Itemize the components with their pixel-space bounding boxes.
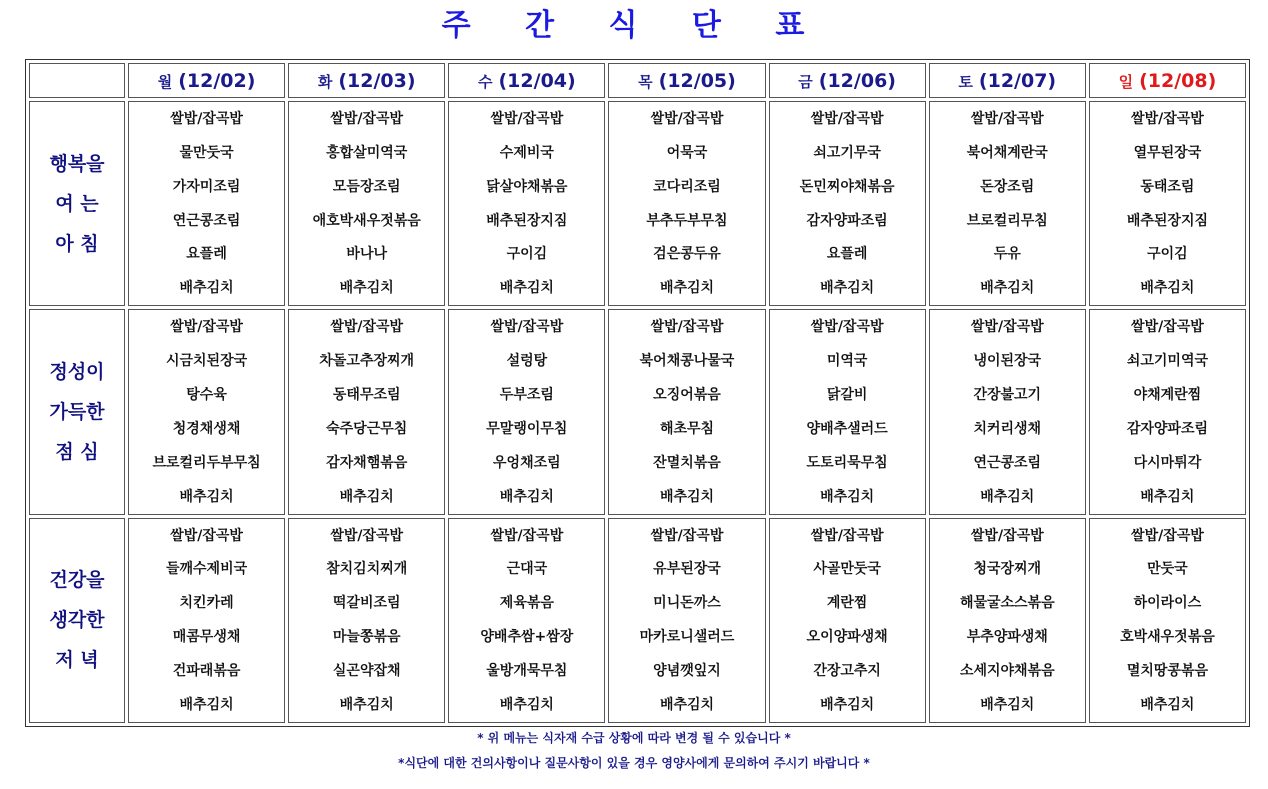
menu-list bbox=[1090, 102, 1245, 305]
menu-item: 어묵국 bbox=[666, 144, 708, 161]
menu-item: 무말랭이무침 bbox=[486, 420, 568, 437]
menu-item: 감자채햄볶음 bbox=[326, 454, 408, 471]
menu-item: 양배추쌈+쌈장 bbox=[480, 629, 574, 646]
menu-item: 배추김치 bbox=[659, 488, 715, 505]
menu-item: 쌀밥/잡곡밥 bbox=[650, 527, 724, 544]
day-header-mon bbox=[128, 63, 285, 98]
menu-item: 배추김치 bbox=[980, 488, 1035, 505]
menu-item: 쌀밥/잡곡밥 bbox=[1131, 110, 1204, 127]
menu-item: 동태조림 bbox=[1140, 178, 1195, 195]
menu-item: 쌀밥/잡곡밥 bbox=[330, 527, 404, 544]
menu-item: 쌀밥/잡곡밥 bbox=[970, 110, 1044, 127]
menu-item: 부추두부무침 bbox=[646, 212, 728, 229]
menu-item: 간장고추지 bbox=[813, 663, 881, 680]
menu-item: 쌀밥/잡곡밥 bbox=[810, 110, 884, 127]
day-key: 토 bbox=[958, 72, 973, 91]
menu-cell bbox=[448, 101, 605, 306]
menu-item: 오징어볶음 bbox=[653, 387, 721, 404]
meal-label-line: 아 침 bbox=[55, 232, 99, 255]
menu-item: 치커리생채 bbox=[973, 420, 1042, 437]
menu-item: 설렁탕 bbox=[506, 353, 548, 370]
menu-item: 쌀밥/잡곡밥 bbox=[650, 319, 724, 336]
menu-item: 치킨카레 bbox=[179, 595, 234, 612]
menu-item: 배추된장지짐 bbox=[486, 212, 568, 229]
menu-item: 다시마튀각 bbox=[1133, 454, 1202, 471]
menu-list bbox=[289, 102, 444, 305]
menu-item: 닭갈비 bbox=[826, 387, 868, 404]
menu-item: 계란찜 bbox=[826, 595, 868, 612]
menu-item: 배추김치 bbox=[179, 488, 234, 505]
menu-item: 배추된장지짐 bbox=[1126, 212, 1208, 229]
menu-item: 동태무조림 bbox=[332, 387, 401, 404]
menu-cell bbox=[929, 101, 1086, 306]
menu-item: 간장불고기 bbox=[973, 387, 1042, 404]
menu-list bbox=[449, 102, 604, 305]
menu-item: 배추김치 bbox=[659, 697, 715, 714]
menu-list bbox=[609, 102, 764, 305]
day-key: 수 bbox=[478, 72, 493, 91]
menu-list bbox=[609, 519, 764, 722]
menu-item: 쌀밥/잡곡밥 bbox=[490, 527, 564, 544]
menu-item: 울방개묵무침 bbox=[486, 663, 568, 680]
menu-item: 브로컬리두부무침 bbox=[152, 454, 261, 471]
menu-item: 제육볶음 bbox=[499, 595, 554, 612]
menu-item: 청경채생채 bbox=[172, 420, 241, 437]
menu-item: 청국장찌개 bbox=[973, 561, 1042, 578]
menu-item: 쌀밥/잡곡밥 bbox=[1131, 527, 1204, 544]
menu-item: 실곤약잡채 bbox=[332, 663, 401, 680]
menu-list bbox=[449, 310, 604, 513]
menu-list bbox=[930, 310, 1085, 513]
menu-cell bbox=[128, 101, 285, 306]
menu-item: 들깨수제비국 bbox=[165, 561, 248, 578]
day-date: (12/07) bbox=[978, 69, 1057, 92]
menu-item: 배추김치 bbox=[1140, 280, 1195, 297]
menu-list bbox=[129, 310, 284, 513]
menu-item: 쌀밥/잡곡밥 bbox=[330, 110, 404, 127]
menu-item: 냉이된장국 bbox=[973, 353, 1042, 370]
day-date: (12/06) bbox=[818, 69, 896, 92]
menu-item: 홍합살미역국 bbox=[326, 144, 408, 161]
meal-row-breakfast bbox=[29, 101, 1246, 306]
menu-list bbox=[770, 102, 925, 305]
menu-item: 소세지야채볶음 bbox=[959, 663, 1055, 680]
menu-item: 시금치된장국 bbox=[165, 353, 248, 370]
menu-item: 배추김치 bbox=[659, 280, 715, 297]
menu-cell bbox=[128, 309, 285, 514]
menu-item: 쌀밥/잡곡밥 bbox=[490, 110, 564, 127]
menu-list bbox=[930, 102, 1085, 305]
menu-item: 배추김치 bbox=[339, 280, 394, 297]
inquiry-notice: *식단에 대한 건의사항이나 질문사항이 있을 경우 영양사에게 문의하여 주시기 바랍니다 * bbox=[398, 756, 870, 770]
menu-item: 쌀밥/잡곡밥 bbox=[170, 319, 243, 336]
menu-item: 양배추샐러드 bbox=[806, 420, 888, 437]
menu-list bbox=[289, 310, 444, 513]
menu-item: 쌀밥/잡곡밥 bbox=[1131, 319, 1204, 336]
menu-item: 건파래볶음 bbox=[172, 663, 241, 680]
meal-row-dinner bbox=[29, 518, 1246, 723]
day-header-fri bbox=[769, 63, 926, 98]
day-key: 금 bbox=[798, 72, 813, 91]
menu-item: 숙주당근무침 bbox=[326, 420, 408, 437]
meal-label-line: 건강을 bbox=[49, 569, 105, 592]
menu-item: 차돌고추장찌개 bbox=[319, 353, 415, 370]
menu-item: 두부조림 bbox=[499, 387, 554, 404]
meal-row-lunch bbox=[29, 309, 1246, 514]
menu-item: 바나나 bbox=[346, 246, 387, 263]
day-key: 일 bbox=[1118, 72, 1134, 91]
menu-item: 쌀밥/잡곡밥 bbox=[170, 527, 243, 544]
menu-item: 쇠고기무국 bbox=[813, 144, 881, 161]
menu-item: 애호박새우젓볶음 bbox=[312, 212, 421, 229]
menu-item: 멸치땅콩볶음 bbox=[1126, 663, 1208, 680]
menu-item: 배추김치 bbox=[820, 488, 875, 505]
menu-item: 해물굴소스볶음 bbox=[959, 595, 1055, 612]
menu-item: 도토리묵무침 bbox=[806, 454, 888, 471]
meal-label-line: 여 는 bbox=[55, 192, 99, 215]
day-header-row bbox=[29, 63, 1246, 98]
menu-cell bbox=[448, 518, 605, 723]
menu-item: 모듬장조림 bbox=[332, 178, 401, 195]
menu-item: 마카로니샐러드 bbox=[639, 629, 735, 646]
corner-cell bbox=[29, 63, 125, 98]
menu-item: 잔멸치볶음 bbox=[653, 454, 721, 471]
menu-cell bbox=[769, 101, 926, 306]
meal-label-line: 생각한 bbox=[49, 609, 105, 632]
menu-item: 쌀밥/잡곡밥 bbox=[810, 319, 884, 336]
menu-item: 부추양파생채 bbox=[966, 629, 1048, 646]
menu-item: 사골만둣국 bbox=[813, 561, 881, 578]
menu-item: 탕수육 bbox=[186, 387, 227, 404]
menu-cell bbox=[288, 101, 445, 306]
meal-label bbox=[29, 101, 125, 306]
menu-item: 쌀밥/잡곡밥 bbox=[490, 319, 564, 336]
menu-item: 쌀밥/잡곡밥 bbox=[970, 319, 1044, 336]
day-date: (12/03) bbox=[338, 69, 416, 92]
menu-item: 돈민찌야채볶음 bbox=[799, 178, 895, 195]
menu-item: 배추김치 bbox=[339, 488, 394, 505]
day-date: (12/02) bbox=[178, 69, 256, 92]
menu-cell bbox=[929, 518, 1086, 723]
menu-item: 배추김치 bbox=[339, 697, 394, 714]
menu-item: 북어채계란국 bbox=[966, 144, 1048, 161]
menu-item: 두유 bbox=[993, 246, 1021, 263]
menu-item: 닭살야채볶음 bbox=[486, 178, 568, 195]
menu-item: 감자양파조림 bbox=[1126, 420, 1208, 437]
menu-item: 수제비국 bbox=[499, 144, 554, 161]
menu-item: 연근콩조림 bbox=[172, 212, 241, 229]
day-key: 월 bbox=[157, 72, 173, 91]
menu-item: 구이김 bbox=[506, 246, 548, 263]
menu-cell bbox=[1089, 101, 1246, 306]
menu-list bbox=[770, 519, 925, 722]
menu-item: 배추김치 bbox=[499, 488, 554, 505]
menu-change-notice: * 위 메뉴는 식자재 수급 상황에 따라 변경 될 수 있습니다 * bbox=[477, 731, 791, 745]
menu-item: 요플레 bbox=[186, 246, 227, 263]
menu-item: 야채계란찜 bbox=[1133, 387, 1202, 404]
menu-list bbox=[1090, 519, 1245, 722]
menu-cell bbox=[608, 101, 765, 306]
menu-item: 배추김치 bbox=[179, 280, 234, 297]
day-header-thu bbox=[608, 63, 765, 98]
meal-label-line: 저 녁 bbox=[55, 649, 99, 672]
menu-item: 브로컬리무침 bbox=[966, 212, 1048, 229]
menu-item: 쌀밥/잡곡밥 bbox=[170, 110, 243, 127]
menu-item: 배추김치 bbox=[179, 697, 234, 714]
menu-item: 쇠고기미역국 bbox=[1126, 353, 1208, 370]
menu-item: 배추김치 bbox=[980, 280, 1035, 297]
menu-item: 떡갈비조림 bbox=[332, 595, 401, 612]
menu-list bbox=[449, 519, 604, 722]
day-key: 목 bbox=[638, 72, 653, 91]
menu-cell bbox=[1089, 309, 1246, 514]
menu-cell bbox=[929, 309, 1086, 514]
menu-item: 만둣국 bbox=[1147, 561, 1188, 578]
day-date: (12/04) bbox=[498, 69, 576, 92]
menu-item: 양념깻잎지 bbox=[653, 663, 721, 680]
day-header-wed bbox=[448, 63, 605, 98]
menu-item: 물만둣국 bbox=[179, 144, 234, 161]
menu-item: 감자양파조림 bbox=[806, 212, 888, 229]
menu-cell bbox=[608, 309, 765, 514]
menu-item: 호박새우젓볶음 bbox=[1120, 629, 1215, 646]
menu-item: 우엉채조림 bbox=[493, 454, 561, 471]
menu-list bbox=[129, 102, 284, 305]
meal-label-line: 점 심 bbox=[55, 440, 99, 463]
menu-list bbox=[289, 519, 444, 722]
menu-item: 해초무침 bbox=[659, 420, 715, 437]
menu-list bbox=[609, 310, 764, 513]
meal-label-line: 행복을 bbox=[49, 152, 105, 175]
day-date: (12/05) bbox=[658, 69, 736, 92]
menu-item: 매콤무생채 bbox=[172, 629, 241, 646]
menu-cell bbox=[128, 518, 285, 723]
menu-item: 쌀밥/잡곡밥 bbox=[330, 319, 404, 336]
day-header-tue bbox=[288, 63, 445, 98]
menu-list bbox=[1090, 310, 1245, 513]
menu-item: 코다리조림 bbox=[653, 178, 721, 195]
menu-item: 배추김치 bbox=[820, 280, 875, 297]
menu-item: 마늘쫑볶음 bbox=[332, 629, 401, 646]
weekly-menu-table bbox=[25, 59, 1250, 727]
meal-label bbox=[29, 309, 125, 514]
menu-item: 북어채콩나물국 bbox=[639, 353, 735, 370]
menu-item: 배추김치 bbox=[980, 697, 1035, 714]
menu-item: 돈장조림 bbox=[980, 178, 1035, 195]
menu-item: 구이김 bbox=[1147, 246, 1188, 263]
menu-item: 하이라이스 bbox=[1133, 595, 1202, 612]
menu-list bbox=[129, 519, 284, 722]
menu-cell bbox=[769, 518, 926, 723]
meal-label-line: 가득한 bbox=[49, 400, 105, 423]
menu-cell bbox=[769, 309, 926, 514]
menu-item: 열무된장국 bbox=[1133, 144, 1202, 161]
menu-cell bbox=[1089, 518, 1246, 723]
menu-item: 참치김치찌개 bbox=[326, 561, 408, 578]
menu-cell bbox=[288, 309, 445, 514]
menu-item: 미니돈까스 bbox=[653, 595, 721, 612]
day-header-sun bbox=[1089, 63, 1246, 98]
menu-cell bbox=[288, 518, 445, 723]
page-title: 주 간 식 단 표 bbox=[441, 8, 827, 43]
menu-item: 유부된장국 bbox=[653, 561, 721, 578]
menu-item: 연근콩조림 bbox=[973, 454, 1042, 471]
menu-cell bbox=[448, 309, 605, 514]
menu-item: 배추김치 bbox=[1140, 488, 1195, 505]
menu-item: 쌀밥/잡곡밥 bbox=[650, 110, 724, 127]
menu-list bbox=[770, 310, 925, 513]
meal-label-line: 정성이 bbox=[49, 360, 105, 383]
menu-item: 가자미조림 bbox=[172, 178, 241, 195]
menu-item: 오이양파생채 bbox=[806, 629, 888, 646]
menu-item: 쌀밥/잡곡밥 bbox=[810, 527, 884, 544]
menu-list bbox=[930, 519, 1085, 722]
menu-item: 요플레 bbox=[826, 246, 868, 263]
menu-item: 미역국 bbox=[826, 353, 868, 370]
menu-item: 쌀밥/잡곡밥 bbox=[970, 527, 1044, 544]
menu-item: 검은콩두유 bbox=[653, 246, 721, 263]
menu-item: 배추김치 bbox=[1140, 697, 1195, 714]
day-date: (12/08) bbox=[1139, 69, 1217, 92]
menu-item: 배추김치 bbox=[499, 697, 554, 714]
menu-item: 근대국 bbox=[506, 561, 548, 578]
meal-label bbox=[29, 518, 125, 723]
day-header-sat bbox=[929, 63, 1086, 98]
menu-item: 배추김치 bbox=[499, 280, 554, 297]
menu-item: 배추김치 bbox=[820, 697, 875, 714]
day-key: 화 bbox=[317, 72, 333, 91]
menu-cell bbox=[608, 518, 765, 723]
